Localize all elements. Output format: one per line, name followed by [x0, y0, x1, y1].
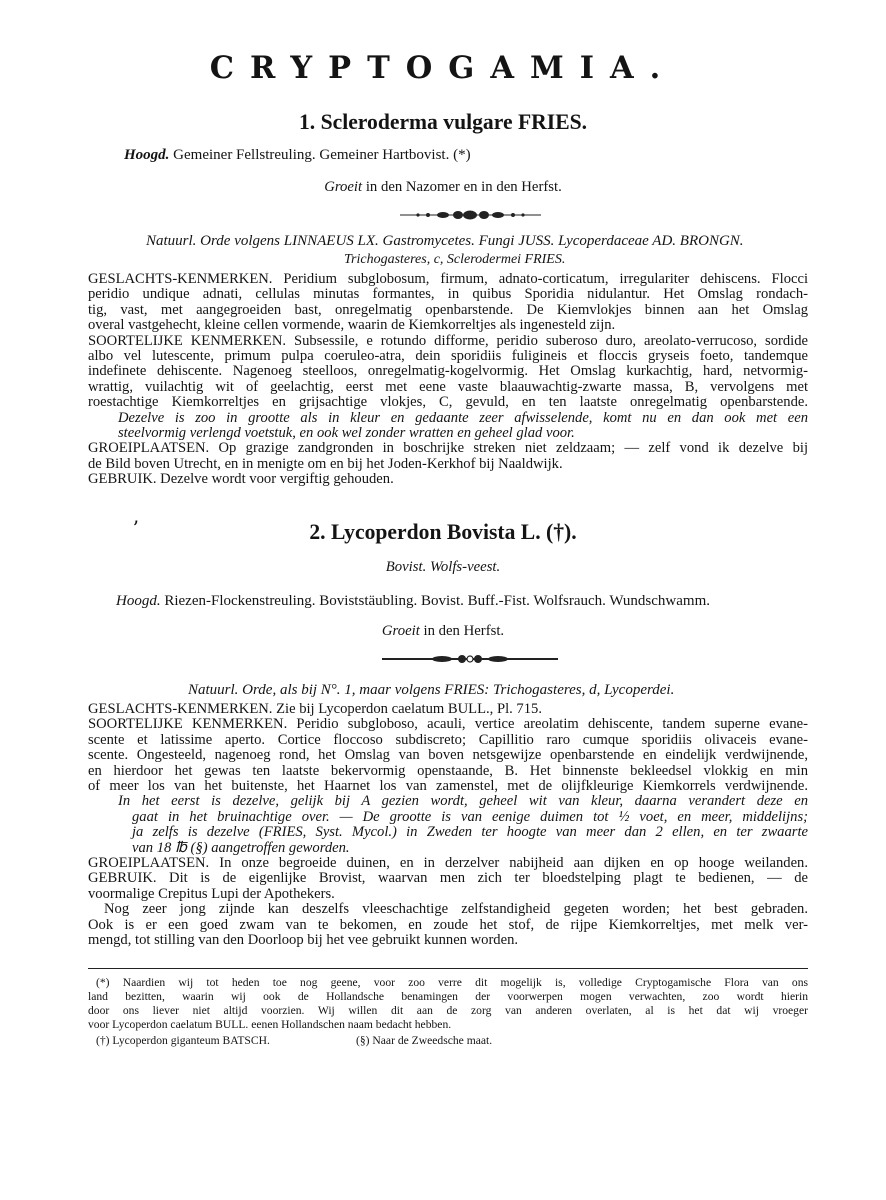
text-line: voormalige Crepitus Lupi der Apothekers. [88, 885, 335, 902]
entry-2-season [0, 624, 886, 639]
italic-line: van 18 ℔ (§) aangetroffen geworden. [132, 839, 350, 856]
season-label: Groeit [381, 623, 420, 639]
text-line: GESLACHTS-KENMERKEN. Peridium subglobosum, firmum, adnato-corticatum, irregulariter dehiscens. Flocci [88, 271, 808, 287]
text-line: GROEIPLAATSEN. Op grazige zandgronden in boschrijke streken niet zeldzaam; — zelf vond ik dezelve bij [88, 440, 808, 457]
text-line: en hierdoor het gewas ten laatste bekervormig openstaande, B. Het binnenste bekleedsel vlokkig en min [88, 762, 808, 779]
footnote-dagger: (†) Lycoperdon giganteum BATSCH. [96, 1034, 270, 1047]
text-line: GESLACHTS-KENMERKEN. Zie bij Lycoperdon caelatum BULL., Pl. 715. [88, 701, 542, 717]
stray-mark: ʼ [132, 516, 139, 540]
footnote-line: voor Lycoperdon caelatum BULL. eenen Hollandschen naam bedacht hebben. [88, 1018, 452, 1031]
footnote-line: land bezitten, waarin wij ook de Hollandsche benamingen der voorwerpen mogen verwachten, zoo wordt hierin [88, 990, 808, 1003]
entry-2-description [88, 702, 808, 949]
names-text: Riezen-Flockenstreuling. Boviststäubling. Bovist. Buff.-Fist. Wolfsrauch. Wundschwamm. [164, 593, 710, 609]
text-line: GEBRUIK. Dezelve wordt voor vergiftig gehouden. [88, 471, 394, 488]
text-line: peridio undique adnati, cellulas minutas formantes, in quibus Sporidia nidulantur. Het Omslag rondach- [88, 286, 808, 303]
entry-2-common-names [116, 594, 710, 609]
footnotes [88, 976, 808, 1032]
season-text: in den Nazomer en in den Herfst. [365, 179, 562, 195]
italic-line: In het eerst is dezelve, gelijk bij A gezien wordt, geheel wit van kleur, daarna verandert deze en [118, 793, 808, 810]
text-line: of meer los van het buitenste, het Haarnet los van zamenstel, met de olijfkleurige Kiemkorrels verdwijnende. [88, 778, 808, 795]
season-text: in den Herfst. [423, 623, 505, 639]
text-line: SOORTELIJKE KENMERKEN. Peridio subgloboso, acauli, vertice areolatim dehiscente, tandem superne evane- [88, 716, 808, 733]
main-title: CRYPTOGAMIA. [209, 50, 677, 86]
footnote-line: door ons liever niet altijd voorzien. Wij willen dit aan de zorg van anderen overlaten, al is het dat wij vroeger [88, 1004, 808, 1017]
text-line: roestachtige Kiemkorreltjes en grijsachtige vlokjes, C, gevuld, en ten laatste onregelmatig openbarstende. [88, 394, 808, 411]
names-label: Hoogd. [116, 593, 161, 609]
text-line: scente et latissime aperto. Cortice floccoso subdiscreto; Capillitio raro cumque sporidiis olivaceis evane- [88, 731, 808, 748]
text-line: Nog zeer jong zijnde kan deszelfs vleeschachtige zelfstandigheid gegeten worden; het best gebraden. [104, 901, 808, 918]
entry-1-common-names [124, 148, 471, 163]
text-line: wrattig, vuilachtig wit of geelachtig, eerst met eene vaste blaauwachtig-zwarte massa, B, vervolgens met [88, 378, 808, 395]
entry-2-common: Bovist. Wolfs-veest. [385, 559, 501, 575]
names-text: Gemeiner Fellstreuling. Gemeiner Hartbovist. (*) [173, 147, 471, 163]
entry-1-order-line-2: Trichogasteres, c, Sclerodermei FRIES. [344, 252, 566, 267]
text-line: overal vastgehecht, kleine cellen vormende, waarin de Kiemkorreltjes als ingenesteld zijn. [88, 317, 616, 334]
footnote-section: (§) Naar de Zweedsche maat. [356, 1034, 493, 1047]
entry-1-order-line-1: Natuurl. Orde volgens LINNAEUS LX. Gastromycetes. Fungi JUSS. Lycoperdaceae AD. BRONGN. [146, 233, 744, 249]
season-label: Groeit [324, 179, 363, 195]
entry-1-description [88, 272, 808, 488]
text-line: albo vel lutescente, primum pulpa coeruleo-atra, dein sporidiis fuligineis et floccis gryseis foeto, tandemque [88, 348, 808, 365]
entry-1-season [0, 180, 886, 195]
footnote-line: (*) Naardien wij tot heden toe nog geene, voor zoo verre dit mogelijk is, volledige Cryptogamische Flora van ons [96, 976, 808, 989]
entry-2-heading: 2. Lycoperdon Bovista L. (†). [309, 520, 577, 544]
names-label: Hoogd. [124, 147, 170, 163]
italic-line: Dezelve is zoo in grootte als in kleur en gedaante zeer afwisselende, komt nu en dan ook met een [118, 409, 808, 426]
italic-line: steelvormig verlengd voetstuk, en ook wel zonder wratten en geheel glad voor. [118, 425, 575, 442]
entry-2-order-line: Natuurl. Orde, als bij N°. 1, maar volgens FRIES: Trichogasteres, d, Lycoperdei. [188, 682, 675, 698]
text-line: scente. Ongesteeld, nagenoeg rond, het Omslag van boven netsgewijze openbarstende en eindelijk verdwijnende, [88, 747, 808, 764]
text-line: GEBRUIK. Dit is de eigenlijke Brovist, waarvan men zich ter bloedstelping plagt te bedienen, — de [88, 870, 808, 887]
text-line: tig, vast, met aangegroeiden bast, onregelmatig openbarstende. De Kiemvlokjes binnen aan het Omslag [88, 301, 808, 318]
text-line: indefinete dehiscente. Nagenoeg steelloos, onregelmatig-kogelvormig. Het Omslag kurkachtig, hard, netvormig- [88, 363, 808, 380]
entry-1-heading: 1. Scleroderma vulgare FRIES. [298, 110, 588, 134]
ornament-divider-2 [380, 652, 560, 666]
text-line: Ook is er een goed zwam van te bekomen, en zoude het stof, de rijpe Kiemkorreltjes, met melk ver- [88, 916, 808, 933]
footnote-rule [88, 968, 808, 969]
text-line: SOORTELIJKE KENMERKEN. Subsessile, e rotundo difforme, peridio suberoso duro, areolato-verrucoso, sordide [88, 332, 808, 349]
ornament-divider-1 [398, 208, 543, 222]
text-line: mengd, tot stilling van den Doorloop bij het vee gebruikt kunnen worden. [88, 932, 519, 949]
text-line: de Bild boven Utrecht, en in menigte om en bij het Joden-Kerkhof bij Naaldwijk. [88, 455, 563, 472]
text-line: GROEIPLAATSEN. In onze begroeide duinen, en in derzelver nabijheid aan dijken en op hooge weilanden. [88, 855, 808, 872]
italic-line: ja zelfs is dezelve (FRIES, Syst. Mycol.) in Zweden ter hoogte van meer dan 2 ellen, en ter zwaarte [132, 824, 808, 841]
italic-line: gaat in het bruinachtige over. — De grootte is van eenige duimen tot ½ voet, en meer, middelijns; [132, 808, 808, 825]
